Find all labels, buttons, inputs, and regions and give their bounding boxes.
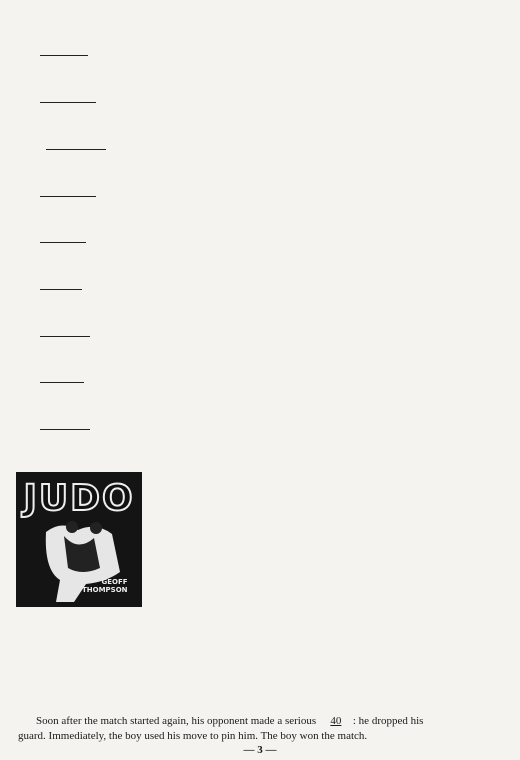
passage-text: Soon after the match started again, his opponent made a serious — [36, 715, 317, 727]
passage-line — [18, 698, 52, 714]
question-stem-line2 — [46, 139, 106, 154]
question-stem-line2 — [40, 279, 82, 294]
question-stem — [40, 186, 96, 201]
passage-line — [18, 638, 52, 654]
passage-line — [168, 608, 202, 624]
question-stem-line2 — [40, 232, 86, 247]
question-stem-line2 — [40, 92, 96, 107]
passage-line — [150, 548, 184, 564]
answer-blank — [40, 279, 82, 290]
book-title: JUDO — [23, 478, 135, 519]
book-author — [82, 578, 128, 594]
author-last-name: THOMPSON — [82, 586, 128, 594]
answer-blank — [40, 45, 88, 56]
answer-blank — [40, 372, 84, 383]
answer-blank — [46, 139, 106, 150]
passage-line — [150, 593, 184, 609]
passage-line — [18, 728, 367, 744]
question-stem-line2 — [40, 326, 90, 341]
passage-text: guard. Immediately, the boy used his move to pin him. The boy won the match. — [18, 730, 368, 742]
judo-book-cover-image — [16, 472, 142, 607]
answer-blank — [40, 419, 90, 430]
question-stem-line2 — [40, 372, 84, 387]
answer-blank — [40, 326, 90, 337]
passage-line — [18, 653, 52, 669]
question-stem-line2 — [40, 419, 90, 434]
answer-blank — [40, 232, 86, 243]
passage-text: : he dropped his — [352, 715, 424, 727]
author-first-name: GEOFF — [101, 578, 128, 586]
passage-line — [36, 713, 423, 729]
question-stem — [40, 45, 88, 60]
cloze-blank-number: 40 — [330, 715, 342, 727]
page-number: — 3 — — [243, 744, 277, 756]
passage-line — [18, 683, 52, 699]
answer-blank — [40, 186, 96, 197]
answer-blank — [40, 92, 96, 103]
